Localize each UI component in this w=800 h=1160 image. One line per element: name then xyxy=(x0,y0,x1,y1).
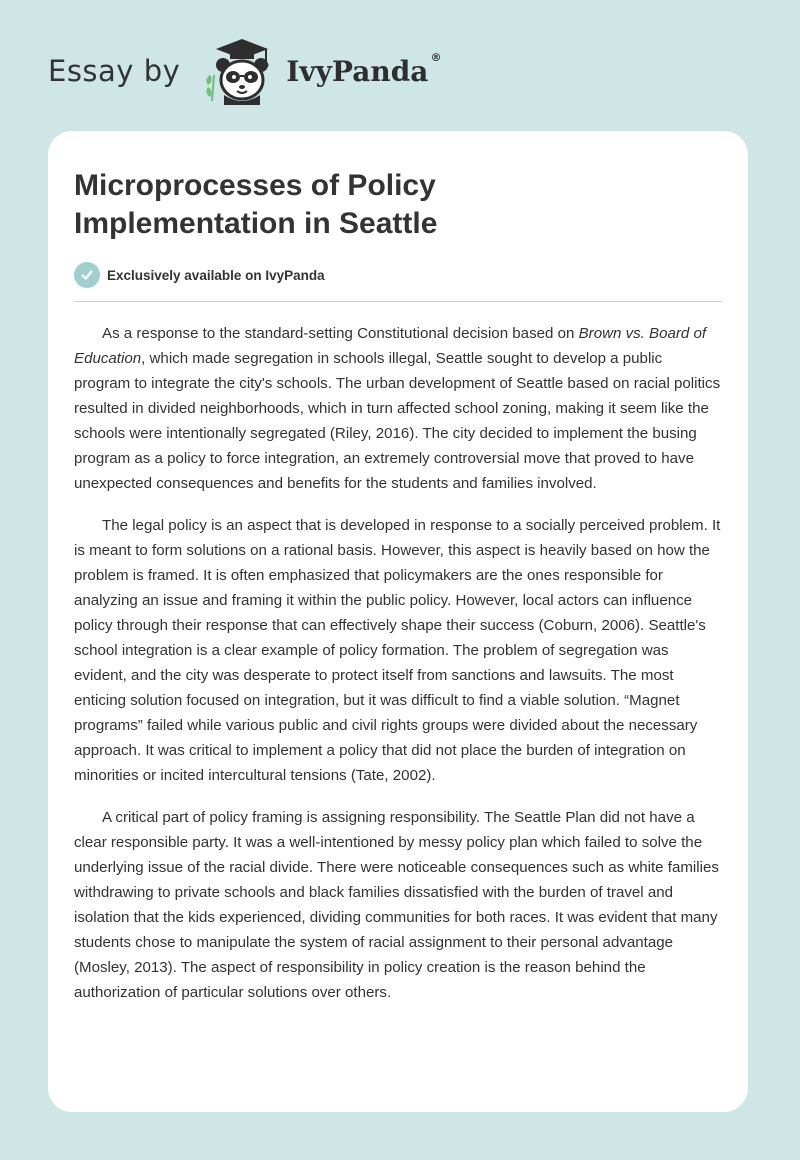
essay-card xyxy=(48,131,748,1112)
divider xyxy=(74,301,722,302)
page-title: Microprocesses of Policy Implementation in Seattle xyxy=(74,169,438,240)
paragraph xyxy=(74,321,722,496)
brand-name xyxy=(286,50,442,88)
check-icon xyxy=(74,262,100,288)
badge-label: Exclusively available on IvyPanda xyxy=(107,267,325,283)
case-name: Brown vs. Board of Education xyxy=(74,325,707,367)
paragraph-text: , which made segregation in schools illegal, Seattle sought to develop a public program to integrate the city's schools. The urban development of Seattle based on racial politics resulted in divided neighborhoods, which in turn affected school zoning, making it seem like the schools were intentionally segregated (Riley, 2016). The city decided to implement the busing program as a policy to force integration, an extremely controversial move that proved to have unexpected consequences and benefits for the students and families involved. xyxy=(74,350,721,492)
essay-body xyxy=(74,321,722,1005)
site-logo[interactable] xyxy=(48,36,441,106)
panda-graduate-icon xyxy=(198,35,282,107)
registered-mark: ® xyxy=(430,50,442,64)
paragraph: The legal policy is an aspect that is developed in response to a socially perceived problem. It is meant to form solutions on a rational basis. However, this aspect is heavily based on how the problem is framed. It is often emphasized that policymakers are the ones responsible for analyzing an issue and framing it within the public policy. However, local actors can influence policy through their response that can effectively shape their success (Coburn, 2006). Seattle's school integration is a clear example of policy formation. The problem of segregation was evident, and the city was desperate to protect itself from sanctions and lawsuits. The most enticing solution focused on integration, but it was difficult to find a viable solution. “Magnet programs” failed while various public and civil rights groups were divided about the necessary approach. It was critical to implement a policy that did not place the burden of integration on minorities or incited intercultural tensions (Tate, 2002). xyxy=(74,517,721,784)
paragraph-text: As a response to the standard-setting Constitutional decision based on xyxy=(102,325,579,342)
brand-name-text: IvyPanda xyxy=(286,54,429,88)
essay-by-label: Essay by xyxy=(48,54,181,88)
exclusive-badge xyxy=(74,261,722,289)
paragraph: A critical part of policy framing is assigning responsibility. The Seattle Plan did not have a clear responsible party. It was a well-intentioned by messy policy plan which failed to solve the underlying issue of the racial divide. There were noticeable consequences such as white families withdrawing to private schools and black families dissatisfied with the burden of travel and isolation that the kids experienced, dividing communities for both races. It was evident that many students chose to manipulate the system of racial assignment to their personal advantage (Mosley, 2013). The aspect of responsibility in policy creation is the reason behind the authorization of particular solutions over others. xyxy=(74,809,719,1001)
